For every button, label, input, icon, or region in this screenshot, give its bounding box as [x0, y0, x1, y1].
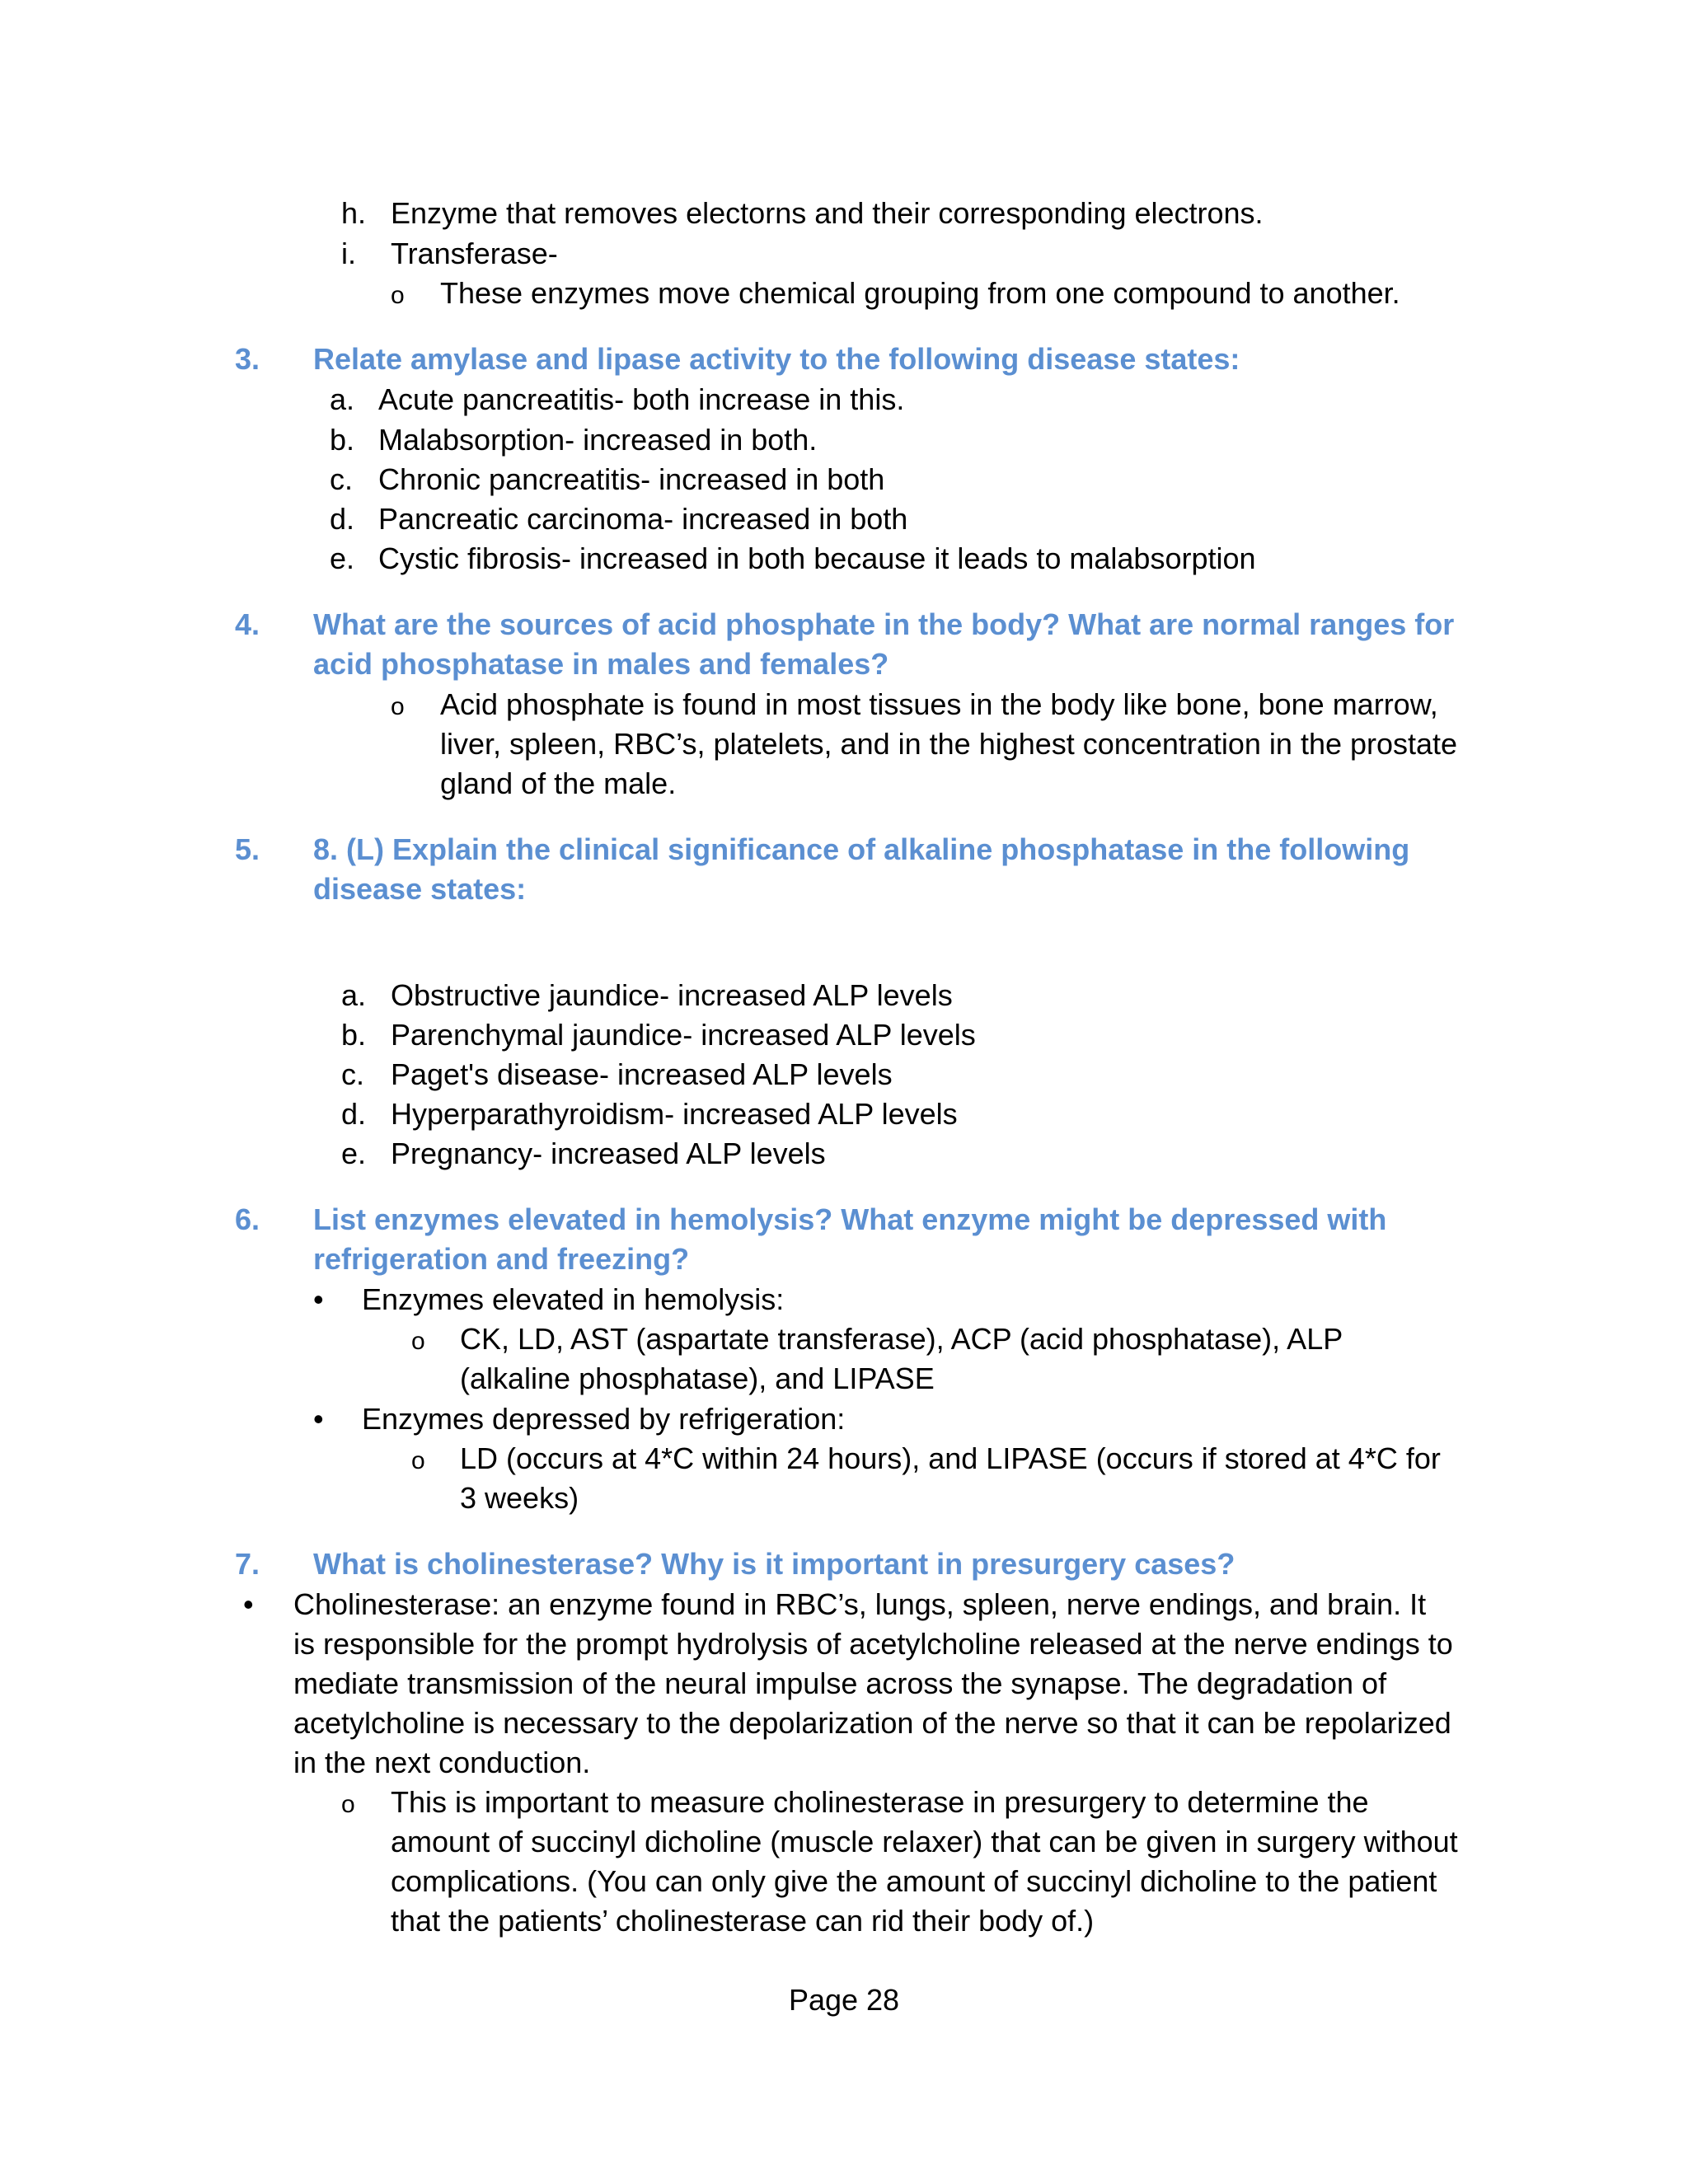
- sub-bullet-marker: o: [341, 1791, 355, 1818]
- list-marker: e.: [330, 541, 355, 575]
- list-item-text: Malabsorption- increased in both.: [378, 423, 818, 457]
- list-marker: e.: [341, 1137, 367, 1170]
- question-number: 5.: [235, 832, 260, 866]
- list-marker: a.: [330, 382, 355, 416]
- page-number: Page 28: [788, 1983, 900, 2017]
- bullet-text: Enzymes depressed by refrigeration:: [362, 1402, 846, 1436]
- bullet-text: in the next conduction.: [293, 1746, 591, 1779]
- list-marker: a.: [341, 978, 367, 1012]
- sub-bullet-marker: o: [411, 1328, 425, 1355]
- list-item-text: Hyperparathyroidism- increased ALP levels: [391, 1097, 958, 1131]
- question-heading: What are the sources of acid phosphate in the body? What are normal ranges for: [313, 607, 1455, 641]
- sub-bullet-text: LD (occurs at 4*C within 24 hours), and LIPASE (occurs if stored at 4*C for: [460, 1441, 1441, 1475]
- list-marker: c.: [341, 1057, 365, 1091]
- question-heading: List enzymes elevated in hemolysis? What enzyme might be depressed with: [313, 1202, 1387, 1236]
- list-item-text: Transferase-: [391, 237, 558, 270]
- question-number: 3.: [235, 342, 260, 376]
- sub-bullet-text: This is important to measure cholinesterase in presurgery to determine the: [391, 1785, 1369, 1819]
- bullet-marker: •: [313, 1402, 324, 1436]
- bullet-text: Cholinesterase: an enzyme found in RBC’s, lungs, spleen, nerve endings, and brain. It: [293, 1587, 1427, 1621]
- sub-bullet-text: gland of the male.: [440, 766, 677, 800]
- question-heading-continued: refrigeration and freezing?: [313, 1242, 690, 1276]
- sub-bullet-text: These enzymes move chemical grouping from one compound to another.: [440, 276, 1400, 310]
- bullet-text: acetylcholine is necessary to the depolarization of the nerve so that it can be repolarized: [293, 1706, 1451, 1740]
- list-item-text: Pregnancy- increased ALP levels: [391, 1137, 826, 1170]
- question-heading: What is cholinesterase? Why is it important in presurgery cases?: [313, 1547, 1236, 1581]
- list-item-text: Paget's disease- increased ALP levels: [391, 1057, 893, 1091]
- bullet-marker: •: [313, 1282, 324, 1316]
- sub-bullet-marker: o: [391, 282, 405, 309]
- question-heading: Relate amylase and lipase activity to the following disease states:: [313, 342, 1240, 376]
- list-item-text: Acute pancreatitis- both increase in this.: [378, 382, 905, 416]
- sub-bullet-text: CK, LD, AST (aspartate transferase), ACP (acid phosphatase), ALP: [460, 1322, 1343, 1356]
- bullet-marker: •: [243, 1587, 254, 1621]
- bullet-text: mediate transmission of the neural impulse across the synapse. The degradation of: [293, 1666, 1387, 1700]
- question-number: 7.: [235, 1547, 260, 1581]
- question-heading: 8. (L) Explain the clinical significance of alkaline phosphatase in the following: [313, 832, 1410, 866]
- sub-bullet-text: (alkaline phosphatase), and LIPASE: [460, 1361, 935, 1395]
- sub-bullet-text: amount of succinyl dicholine (muscle relaxer) that can be given in surgery without: [391, 1825, 1458, 1858]
- sub-bullet-text: complications. (You can only give the amount of succinyl dicholine to the patient: [391, 1864, 1437, 1898]
- list-marker: i.: [341, 237, 356, 270]
- question-number: 4.: [235, 607, 260, 641]
- list-item-text: Pancreatic carcinoma- increased in both: [378, 502, 908, 536]
- list-item-text: Chronic pancreatitis- increased in both: [378, 462, 885, 496]
- sub-bullet-text: liver, spleen, RBC’s, platelets, and in the highest concentration in the prostate: [440, 727, 1458, 761]
- sub-bullet-text: Acid phosphate is found in most tissues in the body like bone, bone marrow,: [440, 687, 1438, 721]
- question-heading-continued: disease states:: [313, 872, 527, 906]
- question-number: 6.: [235, 1202, 260, 1236]
- sub-bullet-marker: o: [391, 693, 405, 720]
- sub-bullet-text: 3 weeks): [460, 1481, 579, 1515]
- list-item-text: Cystic fibrosis- increased in both because it leads to malabsorption: [378, 541, 1256, 575]
- bullet-text: is responsible for the prompt hydrolysis of acetylcholine released at the nerve endings to: [293, 1627, 1453, 1661]
- list-item-text: Obstructive jaundice- increased ALP levels: [391, 978, 953, 1012]
- list-marker: h.: [341, 196, 367, 230]
- list-item-text: Enzyme that removes electorns and their corresponding electrons.: [391, 196, 1264, 230]
- question-heading-continued: acid phosphatase in males and females?: [313, 647, 889, 681]
- list-marker: b.: [330, 423, 355, 457]
- bullet-text: Enzymes elevated in hemolysis:: [362, 1282, 785, 1316]
- list-item-text: Parenchymal jaundice- increased ALP levels: [391, 1018, 976, 1052]
- list-marker: d.: [341, 1097, 367, 1131]
- list-marker: d.: [330, 502, 355, 536]
- sub-bullet-marker: o: [411, 1447, 425, 1474]
- sub-bullet-text: that the patients’ cholinesterase can rid their body of.): [391, 1904, 1095, 1938]
- list-marker: c.: [330, 462, 354, 496]
- list-marker: b.: [341, 1018, 367, 1052]
